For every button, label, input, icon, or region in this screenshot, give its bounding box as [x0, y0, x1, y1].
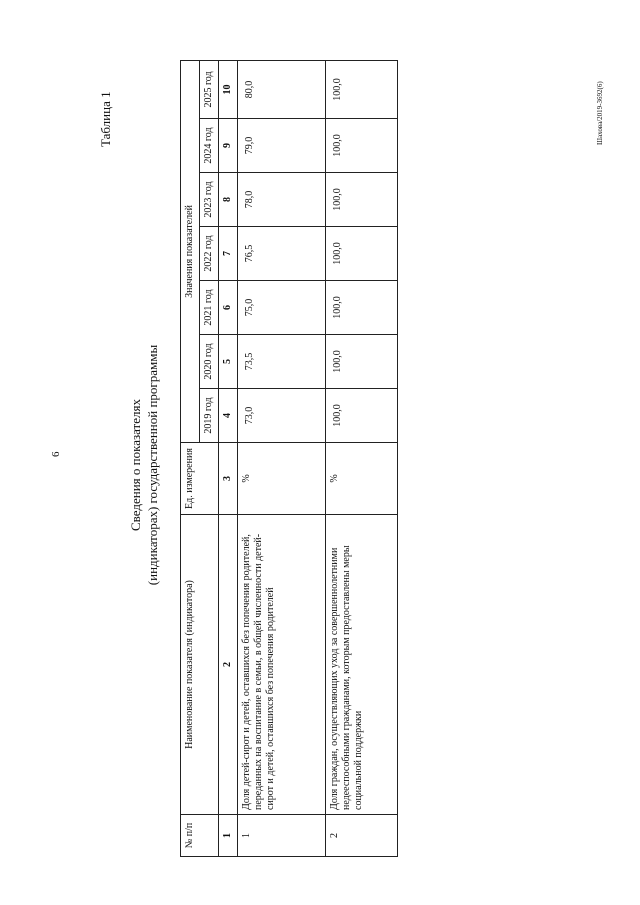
row-value: 80,0	[238, 60, 326, 118]
column-index-row	[219, 60, 238, 856]
row-value: 100,0	[326, 227, 398, 281]
table-row	[238, 60, 326, 856]
row-value: 100,0	[326, 173, 398, 227]
row-unit: %	[326, 443, 398, 515]
column-index: 10	[219, 60, 238, 118]
row-no: 1	[238, 815, 326, 857]
document-title-line1: Сведения о показателях	[128, 399, 143, 531]
header-name: Наименование показателя (индикатора)	[181, 515, 219, 815]
row-value: 78,0	[238, 173, 326, 227]
row-value: 100,0	[326, 119, 398, 173]
header-year: 2020 год	[200, 335, 219, 389]
header-row-1	[181, 60, 200, 856]
row-indicator-name: Доля граждан, осуществляющих уход за совершеннолетними недееспособными гражданами, которым предоставлены меры социальной поддержки	[326, 515, 398, 815]
header-unit: Ед. измерения	[181, 443, 219, 515]
table-label: Таблица 1	[98, 91, 113, 147]
row-value: 100,0	[326, 389, 398, 443]
footer-code: Шахова/2019-3692(6)	[596, 81, 604, 145]
column-index: 7	[219, 227, 238, 281]
header-year: 2023 год	[200, 173, 219, 227]
header-year: 2022 год	[200, 227, 219, 281]
row-value: 100,0	[326, 281, 398, 335]
column-index: 8	[219, 173, 238, 227]
row-value: 73,0	[238, 389, 326, 443]
row-value: 100,0	[326, 335, 398, 389]
header-year: 2025 год	[200, 60, 219, 118]
header-values-group: Значения показателей	[181, 60, 200, 442]
row-value: 79,0	[238, 119, 326, 173]
row-indicator-name: Доля детей-сирот и детей, оставшихся без попечения родителей, переданных на воспитание в семьи, в общей численности детей-сирот и детей, оставшихся без попечения родителей	[238, 515, 326, 815]
header-year: 2024 год	[200, 119, 219, 173]
header-year: 2019 год	[200, 389, 219, 443]
column-index: 4	[219, 389, 238, 443]
column-index: 3	[219, 443, 238, 515]
header-no: № п/п	[181, 815, 219, 857]
column-index: 5	[219, 335, 238, 389]
column-index: 2	[219, 515, 238, 815]
row-no: 2	[326, 815, 398, 857]
page-number: 6	[50, 451, 62, 457]
row-value: 75,0	[238, 281, 326, 335]
column-index: 9	[219, 119, 238, 173]
header-year: 2021 год	[200, 281, 219, 335]
column-index: 1	[219, 815, 238, 857]
row-value: 73,5	[238, 335, 326, 389]
table-row	[326, 60, 398, 856]
indicators-table	[180, 60, 398, 857]
document-title-line2: (индикаторах) государственной программы	[145, 344, 160, 586]
row-value: 76,5	[238, 227, 326, 281]
column-index: 6	[219, 281, 238, 335]
row-unit: %	[238, 443, 326, 515]
row-value: 100,0	[326, 60, 398, 118]
